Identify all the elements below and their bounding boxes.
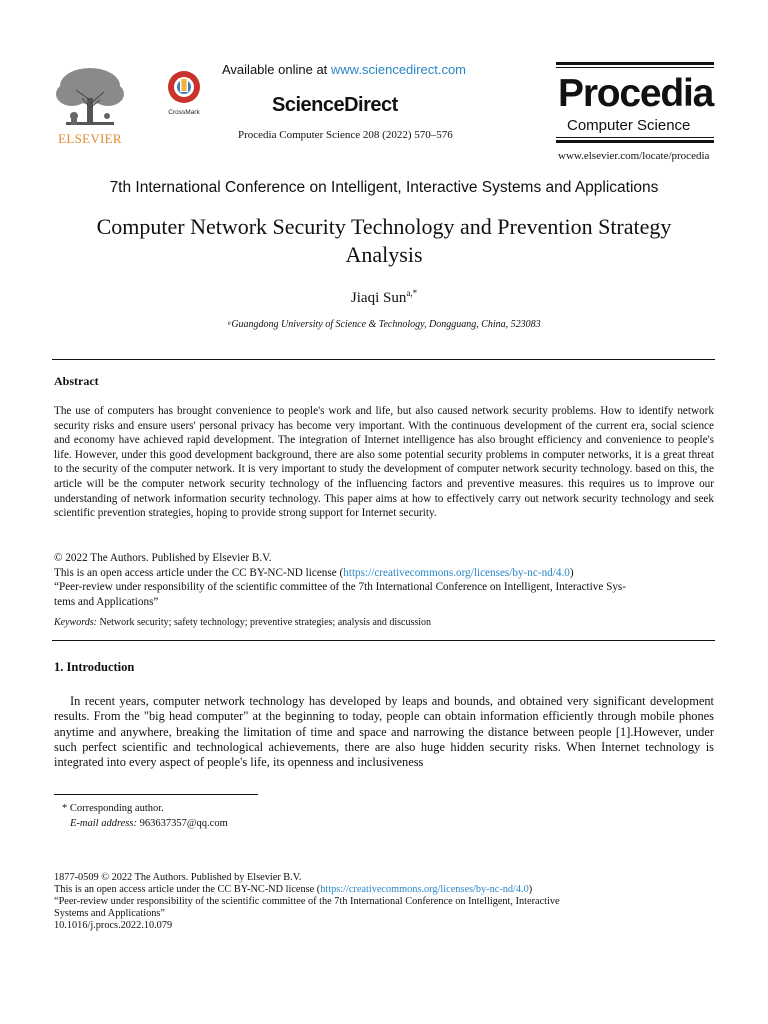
procedia-rule-top-thin: [556, 67, 714, 68]
footer-license-prefix: This is an open access article under the CC BY-NC-ND license (: [54, 884, 321, 895]
email-note: [70, 818, 228, 829]
keywords-label: Keywords:: [54, 617, 97, 628]
crossmark-icon[interactable]: [166, 70, 202, 118]
footer-issn-line: 1877-0509 © 2022 The Authors. Published by Elsevier B.V.: [54, 872, 302, 883]
email-address[interactable]: 963637357@qq.com: [136, 818, 228, 829]
available-prefix: Available online at: [222, 62, 331, 77]
available-online: [222, 62, 466, 77]
author-affiliation-mark: a,*: [406, 288, 418, 298]
footer-doi[interactable]: 10.1016/j.procs.2022.10.079: [54, 920, 173, 931]
license-link[interactable]: https://creativecommons.org/licenses/by-nc-nd/4.0: [343, 566, 570, 579]
corresponding-author-note: * Corresponding author.: [62, 803, 164, 814]
introduction-body: In recent years, computer network technology has developed by leaps and bounds, and obtained very significant development results. From the "big head computer" at the beginning to today, people can obtain information efficiently through mobile phones anytime and anywhere, breaking the limitation of time and space and narrowing the distance between people [1].However, under such perfect scientific and technological achievements, there are also huge hidden security risks. When Internet technology is integrated into every aspect of people's life, its openness and inclusiveness: [54, 694, 714, 770]
footer-peer-review-line-1: “Peer-review under responsibility of the scientific committee of the 7th International Conference on Intelligent, Interactive: [54, 896, 560, 907]
affiliation: ᵃGuangdong University of Science & Technology, Dongguang, China, 523083: [227, 319, 541, 330]
footer-license-link[interactable]: https://creativecommons.org/licenses/by-nc-nd/4.0: [320, 884, 529, 895]
footer-license-line: [54, 884, 714, 896]
copyright-block: [54, 551, 714, 609]
footer-peer-review-line-2: Systems and Applications”: [54, 908, 165, 919]
license-suffix: ): [569, 566, 574, 579]
peer-review-line-2: tems and Applications”: [54, 595, 159, 608]
abstract-heading: Abstract: [54, 374, 99, 388]
procedia-url[interactable]: www.elsevier.com/locate/procedia: [558, 150, 710, 162]
conference-name: 7th International Conference on Intelligent, Interactive Systems and Applications: [109, 179, 659, 196]
crossmark-label: CrossMark: [168, 109, 200, 116]
keywords: [54, 617, 714, 628]
journal-reference: Procedia Computer Science 208 (2022) 570–576: [238, 129, 453, 141]
page-footer: [54, 872, 714, 932]
procedia-subtitle: Computer Science: [567, 117, 691, 134]
abstract-rule-bottom: [52, 640, 715, 641]
procedia-logo: Procedia: [558, 72, 714, 115]
section-heading-introduction: 1. Introduction: [54, 660, 135, 674]
peer-review-line-1: “Peer-review under responsibility of the scientific committee of the 7th International Conference on Intelligent, Interactive Sys-: [54, 581, 627, 594]
footnote-rule: [54, 794, 258, 795]
procedia-rule-top: [556, 62, 714, 65]
paper-title-line-2: Analysis: [345, 242, 423, 267]
sciencedirect-wordmark: ScienceDirect: [272, 94, 398, 116]
email-label: E-mail address:: [70, 818, 137, 829]
keywords-value: Network security; safety technology; preventive strategies; analysis and discussion: [96, 617, 432, 628]
footer-license-suffix: ): [528, 884, 533, 895]
abstract-body: The use of computers has brought convenience to people's work and life, but also caused network security problems. How to identify network security risks and ensure users' personal privacy has become very important. With the continuous development of the current era, social science and economy have achieved rapid development. The integration of Internet intelligence has also brought efficiency and convenience to people's life. However, under this good development background, there are also some potential security problems in computer networks, it is a great threat to the security of the computer network. It is very important to study the development of computer network security technology. based on this, the article will be the computer network security technology of the influencing factors and preventive measures. this requires us to improve our understanding of network information security technology. This paper aims at how to effectively carry out network security technology and seek scientific prevention strategies, hoping to provide strong support for Internet security.: [54, 405, 714, 520]
copyright-line: © 2022 The Authors. Published by Elsevier B.V.: [54, 552, 272, 564]
sciencedirect-link[interactable]: www.sciencedirect.com: [330, 62, 467, 77]
abstract-rule-top: [52, 359, 715, 360]
license-prefix: This is an open access article under the CC BY-NC-ND license (: [54, 566, 344, 579]
author-name: Jiaqi Sun: [350, 290, 407, 306]
procedia-rule-bottom-thin: [556, 137, 714, 138]
author-line: [0, 288, 768, 307]
paper-title-line-1: Computer Network Security Technology and Prevention Strategy: [96, 214, 672, 239]
procedia-rule-bottom: [556, 140, 714, 143]
elsevier-wordmark: ELSEVIER: [58, 131, 122, 146]
license-line: [54, 566, 714, 581]
paper-title: [40, 213, 728, 269]
